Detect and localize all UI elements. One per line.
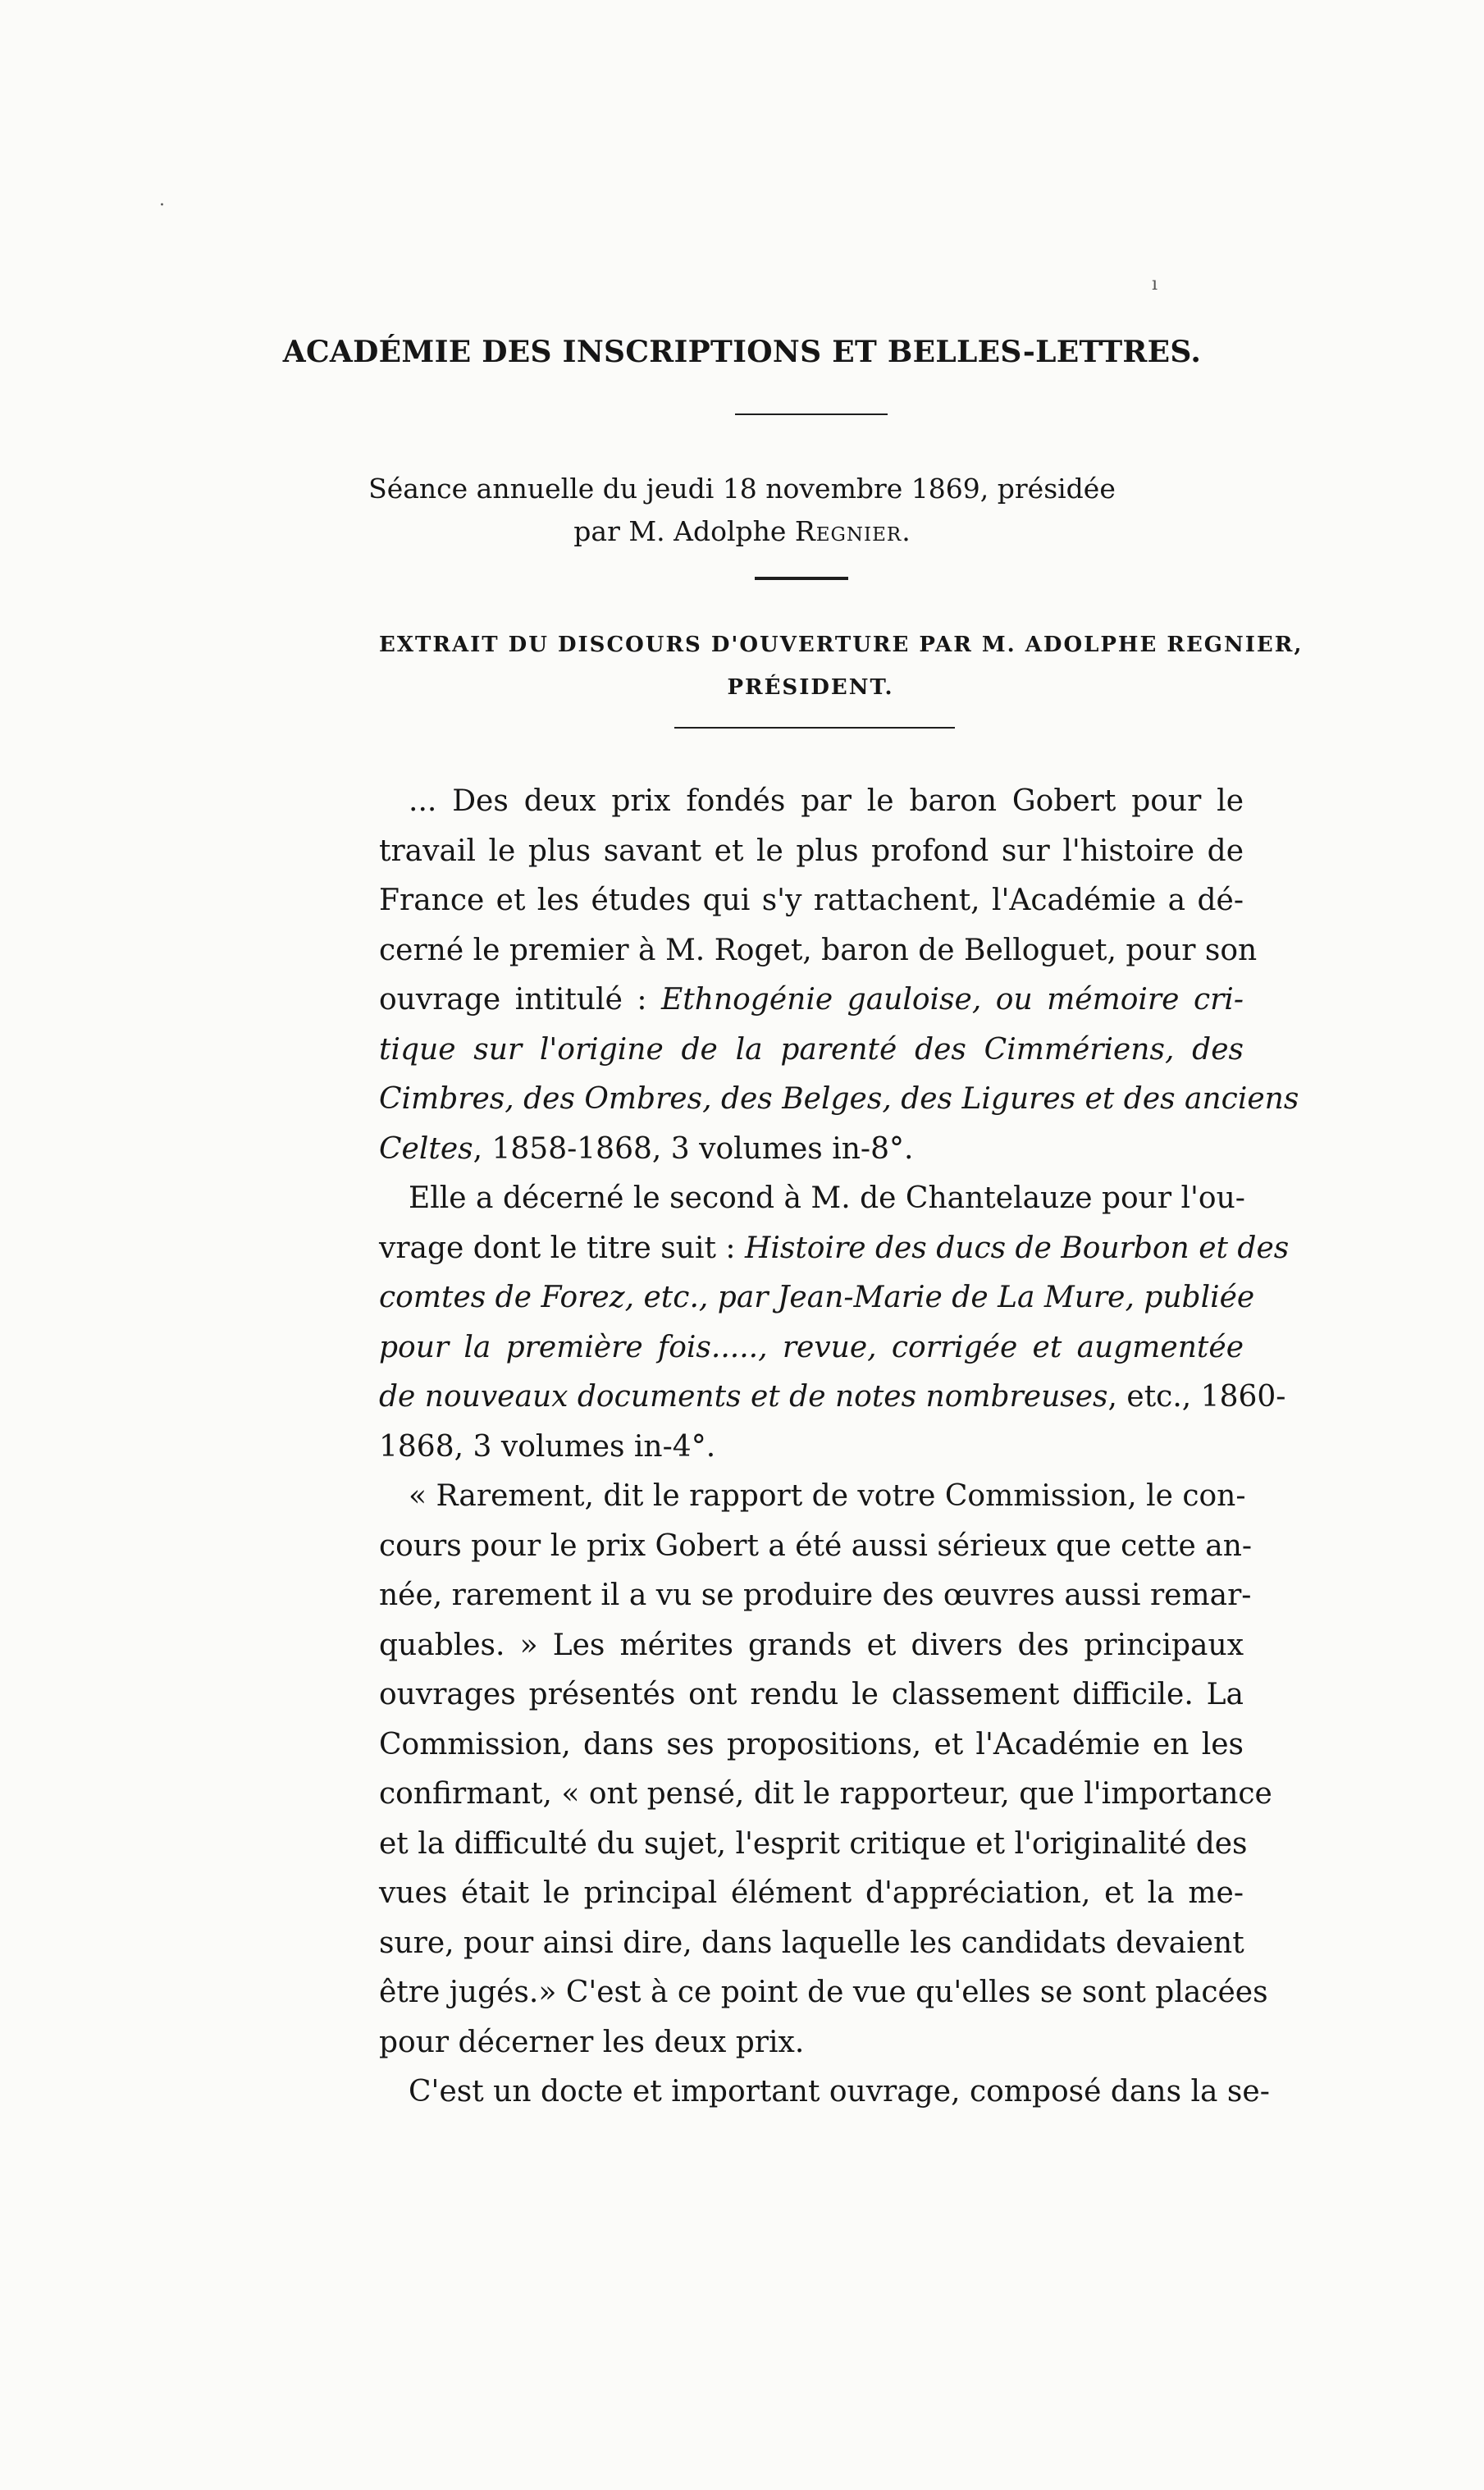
- text-line: [379, 1670, 1244, 1720]
- text-line: [379, 975, 1244, 1026]
- line-text: vues était le principal élément d'appréciation, et la me-: [379, 1876, 1244, 1910]
- text-line: [379, 1919, 1244, 1969]
- text-line: [379, 1273, 1255, 1323]
- body-text: [379, 777, 1299, 2118]
- line-text: et la difficulté du sujet, l'esprit critique et l'originalité des: [379, 1826, 1248, 1861]
- line-text: , 1858-1868, 3 volumes in-8°.: [473, 1131, 914, 1166]
- seance-period: .: [902, 515, 911, 547]
- line-text: cerné le premier à M. Roget, baron de Belloguet, pour son: [379, 933, 1258, 967]
- line-text: ouvrages présentés ont rendu le classement difficile. La: [379, 1678, 1244, 1711]
- text-line: [379, 1075, 1299, 1125]
- line-text: ouvrage intitulé :: [379, 983, 662, 1017]
- text-line: [379, 926, 1258, 976]
- text-line: [379, 1423, 1244, 1473]
- italic-title-text: de nouveaux documents et de notes nombreuses: [379, 1380, 1108, 1414]
- text-line: [379, 2067, 1270, 2118]
- line-text: France et les études qui s'y rattachent, l'Académie a dé-: [379, 884, 1244, 917]
- line-text: quables. » Les mérites grands et divers des principaux: [379, 1628, 1244, 1662]
- line-text: Commission, dans ses propositions, et l'Académie en les: [379, 1727, 1244, 1761]
- text-line: [379, 1571, 1252, 1621]
- italic-title-text: tique sur l'origine de la parenté des Cimmériens, des: [379, 1032, 1244, 1067]
- line-text: , etc., 1860-: [1107, 1380, 1286, 1414]
- text-line: [379, 777, 1244, 827]
- italic-title-text: Ethnogénie gauloise, ou mémoire cri-: [661, 983, 1244, 1017]
- text-line: [379, 1174, 1244, 1224]
- section-heading-line: PRÉSIDENT.: [727, 675, 894, 700]
- line-text: cours pour le prix Gobert a été aussi sérieux que cette an-: [379, 1528, 1253, 1563]
- text-line: [379, 1720, 1244, 1770]
- text-line: [379, 1522, 1253, 1572]
- line-text: être jugés.» C'est à ce point de vue qu'elles se sont placées: [379, 1976, 1268, 2009]
- italic-title-text: Histoire des ducs de Bourbon et des: [744, 1231, 1290, 1265]
- section-heading-line: EXTRAIT DU DISCOURS D'OUVERTURE PAR M. ADOLPHE REGNIER,: [379, 633, 1304, 657]
- text-line: [379, 1820, 1248, 1870]
- seance-line: [0, 510, 1484, 553]
- text-line: [379, 1373, 1286, 1423]
- seance-caption: [0, 468, 1484, 553]
- text-line: [379, 1125, 1244, 1175]
- line-text: Elle a décerné le second à M. de Chantelauze pour l'ou-: [409, 1181, 1245, 1215]
- text-line: [379, 1968, 1268, 2018]
- italic-title-text: pour la première fois....., revue, corrigée et augmentée: [379, 1330, 1244, 1364]
- margin-mark: ı: [1152, 274, 1158, 295]
- line-text: C'est un docte et important ouvrage, composé dans la se-: [409, 2075, 1270, 2109]
- italic-title-text: Celtes: [379, 1131, 473, 1166]
- line-text: sure, pour ainsi dire, dans laquelle les candidats devaient: [379, 1926, 1244, 1960]
- line-text: confirmant, « ont pensé, dit le rapporteur, que l'importance: [379, 1777, 1272, 1811]
- divider: [735, 413, 888, 415]
- line-text: vrage dont le titre suit :: [379, 1231, 745, 1265]
- divider: [674, 727, 955, 729]
- text-line: [379, 1770, 1272, 1820]
- margin-mark: ·: [159, 195, 165, 216]
- text-line: [379, 1026, 1244, 1076]
- line-text: née, rarement il a vu se produire des œuvres aussi remar-: [379, 1579, 1252, 1612]
- divider: [755, 577, 848, 580]
- text-line: [379, 1621, 1244, 1671]
- italic-title-text: Cimbres, des Ombres, des Belges, des Ligures et des anciens: [379, 1082, 1299, 1116]
- line-text: 1868, 3 volumes in-4°.: [379, 1429, 716, 1464]
- text-line: [379, 1224, 1290, 1274]
- seance-prefix: par M. Adolphe: [573, 515, 795, 547]
- text-line: [379, 876, 1244, 926]
- text-line: [379, 1472, 1244, 1522]
- line-text: pour décerner les deux prix.: [379, 2025, 805, 2059]
- line-text: ... Des deux prix fondés par le baron Gobert pour le: [409, 784, 1244, 818]
- section-heading: [379, 624, 1304, 709]
- italic-title-text: comtes de Forez, etc., par Jean-Marie de La Mure, publiée: [379, 1281, 1255, 1314]
- page-title: ACADÉMIE DES INSCRIPTIONS ET BELLES-LETTRES.: [282, 335, 1202, 369]
- text-line: [379, 2018, 1244, 2068]
- seance-line: Séance annuelle du jeudi 18 novembre 1869, présidée: [368, 473, 1116, 505]
- line-text: travail le plus savant et le plus profond sur l'histoire de: [379, 834, 1244, 868]
- text-line: [379, 1323, 1244, 1373]
- text-line: [379, 1869, 1244, 1919]
- line-text: « Rarement, dit le rapport de votre Commission, le con-: [409, 1479, 1246, 1513]
- text-line: [379, 827, 1244, 877]
- president-name: Regnier: [794, 515, 902, 547]
